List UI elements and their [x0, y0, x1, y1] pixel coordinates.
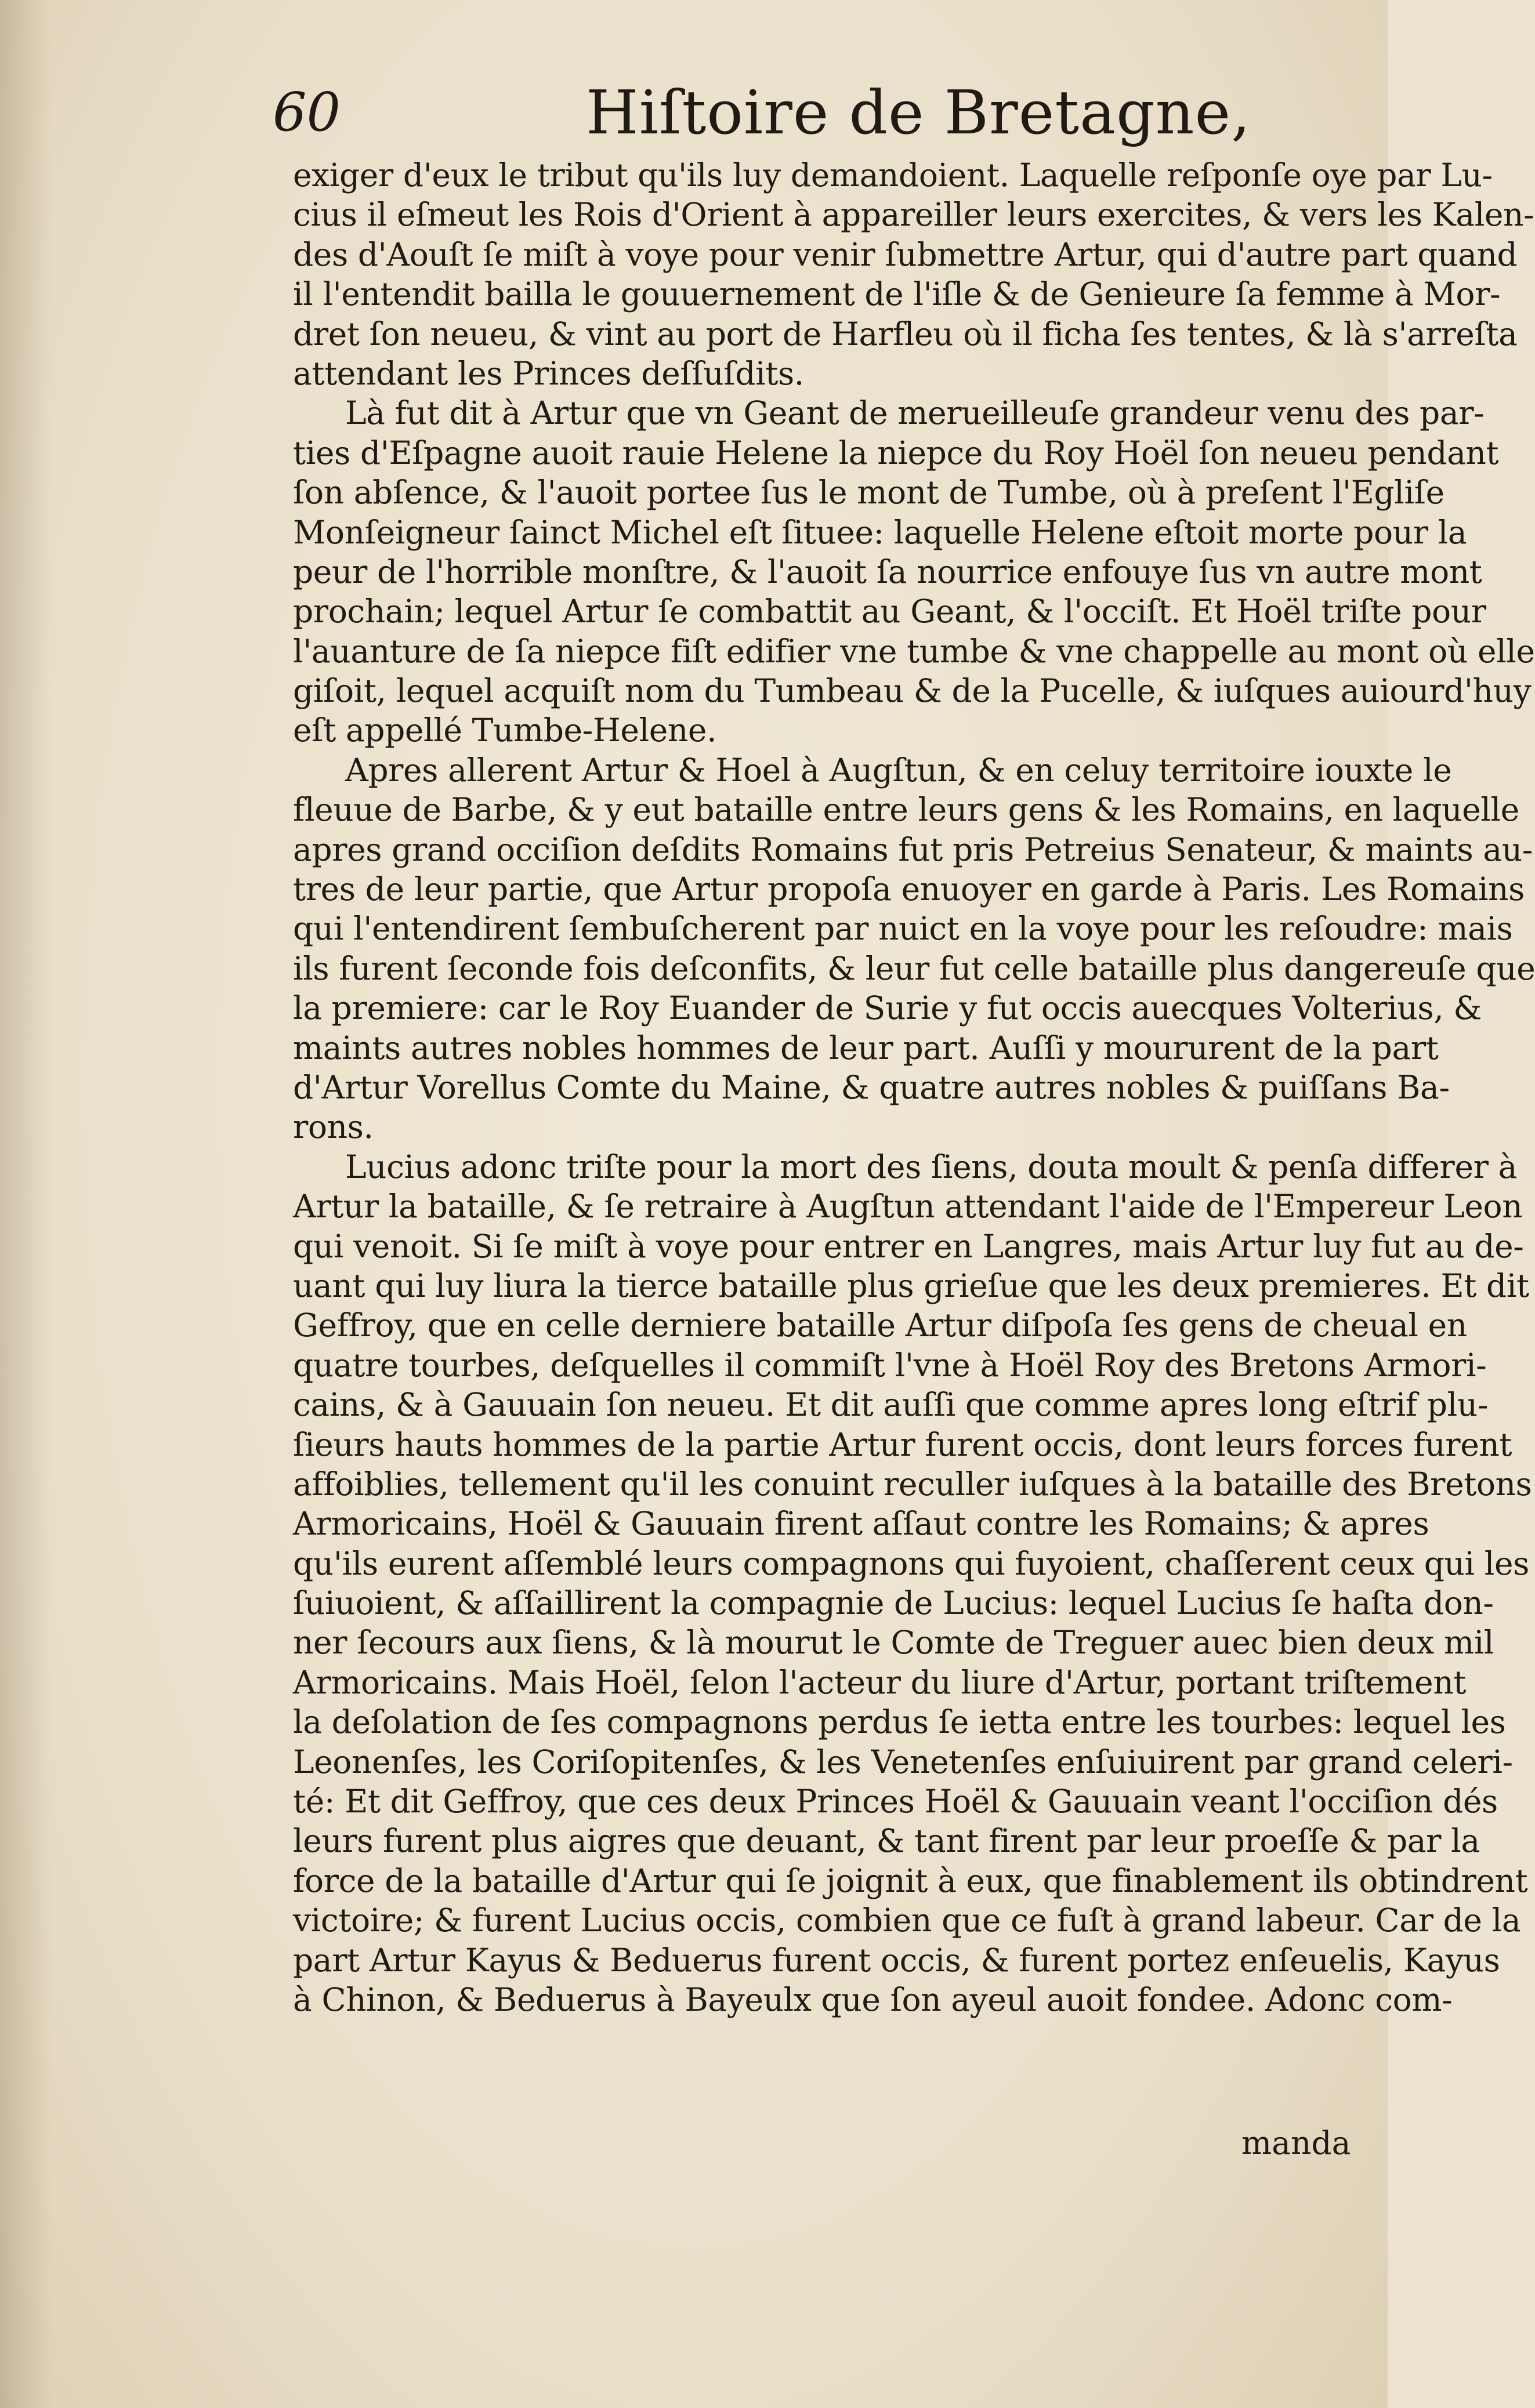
text-line: affoiblies, tellement qu'il les conuint reculler iuſques à la bataille des Bretons	[293, 1465, 1532, 1503]
text-line: la deſolation de ſes compagnons perdus ſe ietta entre les tourbes: lequel les	[293, 1703, 1506, 1741]
text-line: l'auanture de ſa niepce fiſt edifier vne tumbe & vne chappelle au mont où elle	[293, 632, 1535, 670]
text-line: il l'entendit bailla le gouuernement de l'iſle & de Genieure ſa femme à Mor-	[293, 275, 1501, 313]
text-line: à Chinon, & Beduerus à Bayeulx que ſon ayeul auoit fondee. Adonc com-	[293, 1981, 1453, 2018]
paragraph-start-line: Là fut dit à Artur que vn Geant de merueilleuſe grandeur venu des par-	[345, 394, 1485, 432]
text-line: tres de leur partie, que Artur propoſa enuoyer en garde à Paris. Les Romains	[293, 871, 1525, 908]
text-line: qui l'entendirent ſembuſcherent par nuict en la voye pour les reſoudre: mais	[293, 910, 1513, 948]
text-line: la premiere: car le Roy Euander de Surie y fut occis auecques Volterius, &	[293, 989, 1482, 1027]
text-line: eſt appellé Tumbe-Helene.	[293, 712, 717, 749]
text-line: apres grand occiſion deſdits Romains fut pris Petreius Senateur, & maints au-	[293, 831, 1533, 868]
text-line: dret ſon neueu, & vint au port de Harfleu où il ficha ſes tentes, & là s'arreſta	[293, 315, 1518, 353]
text-line: ties d'Eſpagne auoit rauie Helene la niepce du Roy Hoël ſon neueu pendant	[293, 434, 1499, 472]
text-line: cains, & à Gauuain ſon neueu. Et dit auſſi que comme apres long eſtrif plu-	[293, 1386, 1489, 1424]
text-line: peur de l'horrible monſtre, & l'auoit ſa nourrice enfouye ſus vn autre mont	[293, 553, 1482, 590]
text-line: Geffroy, que en celle derniere bataille Artur diſpoſa ſes gens de cheual en	[293, 1307, 1467, 1344]
text-line: Leonenſes, les Coriſopitenſes, & les Venetenſes enſuiuirent par grand celeri-	[293, 1743, 1513, 1780]
text-line: prochain; lequel Artur ſe combattit au Geant, & l'occiſt. Et Hoël triſte pour	[293, 593, 1486, 630]
text-line: giſoit, lequel acquiſt nom du Tumbeau & de la Pucelle, & iuſques auiourd'huy	[293, 672, 1532, 710]
text-line: part Artur Kayus & Beduerus furent occis, & furent portez enſeuelis, Kayus	[293, 1941, 1500, 1979]
text-line: Armoricains, Hoël & Gauuain firent aſſaut contre les Romains; & apres	[293, 1505, 1429, 1543]
text-line: exiger d'eux le tribut qu'ils luy demandoient. Laquelle reſponſe oye par Lu-	[293, 157, 1493, 194]
text-line: d'Artur Vorellus Comte du Maine, & quatre autres nobles & puiſſans Ba-	[293, 1068, 1450, 1106]
text-line: des d'Aouſt ſe miſt à voye pour venir ſubmettre Artur, qui d'autre part quand	[293, 235, 1518, 273]
text-line: rons.	[293, 1108, 374, 1146]
text-line: qu'ils eurent aſſemblé leurs compagnons qui fuyoient, chaſſerent ceux qui les	[293, 1544, 1529, 1582]
text-line: ner ſecours aux ſiens, & là mourut le Comte de Treguer auec bien deux mil	[293, 1624, 1494, 1662]
body-text	[293, 155, 1535, 2019]
paragraph-start-line: Apres allerent Artur & Hoel à Augſtun, & en celuy territoire iouxte le	[345, 751, 1452, 789]
gutter-shadow	[0, 0, 52, 2408]
text-line: uant qui luy liura la tierce bataille plus grieſue que les deux premieres. Et dit	[293, 1267, 1529, 1304]
text-line: fleuue de Barbe, & y eut bataille entre leurs gens & les Romains, en laquelle	[293, 791, 1519, 829]
text-line: attendant les Princes deſſuſdits.	[293, 354, 804, 392]
running-title: Hiſtoire de Bretagne,	[586, 77, 1251, 148]
text-line: quatre tourbes, deſquelles il commiſt l'vne à Hoël Roy des Bretons Armori-	[293, 1346, 1487, 1384]
text-line: Armoricains. Mais Hoël, ſelon l'acteur du liure d'Artur, portant triſtement	[293, 1663, 1467, 1701]
catchword: manda	[1241, 2124, 1351, 2162]
text-line: victoire; & furent Lucius occis, combien que ce fuſt à grand labeur. Car de la	[293, 1902, 1521, 1939]
text-line: Artur la bataille, & ſe retraire à Augſtun attendant l'aide de l'Empereur Leon	[293, 1188, 1523, 1225]
text-line: Monſeigneur ſainct Michel eſt ſituee: laquelle Helene eſtoit morte pour la	[293, 513, 1467, 551]
text-line: qui venoit. Si ſe miſt à voye pour entrer en Langres, mais Artur luy fut au de-	[293, 1227, 1524, 1265]
text-line: force de la bataille d'Artur qui ſe joignit à eux, que finablement ils obtindrent	[293, 1862, 1528, 1899]
text-line: ſuiuoient, & aſſaillirent la compagnie de Lucius: lequel Lucius ſe haſta don-	[293, 1584, 1494, 1622]
text-line: té: Et dit Geffroy, que ces deux Princes Hoël & Gauuain veant l'occiſion dés	[293, 1783, 1498, 1820]
page-header	[273, 77, 1357, 155]
page-number: 60	[273, 81, 341, 143]
text-line: leurs furent plus aigres que deuant, & tant firent par leur proeſſe & par la	[293, 1822, 1480, 1860]
text-line: ſon abſence, & l'auoit portee ſus le mont de Tumbe, où à preſent l'Egliſe	[293, 474, 1445, 512]
paragraph-start-line: Lucius adonc triſte pour la mort des ſiens, douta moult & penſa differer à	[345, 1148, 1517, 1185]
text-line: maints autres nobles hommes de leur part. Auſſi y moururent de la part	[293, 1029, 1439, 1067]
text-line: ils furent ſeconde fois deſconfits, & leur fut celle bataille plus dangereuſe que	[293, 949, 1535, 987]
text-line: cius il eſmeut les Rois d'Orient à appareiller leurs exercites, & vers les Kalen-	[293, 196, 1534, 234]
text-line: ſieurs hauts hommes de la partie Artur furent occis, dont leurs forces furent	[293, 1426, 1512, 1463]
